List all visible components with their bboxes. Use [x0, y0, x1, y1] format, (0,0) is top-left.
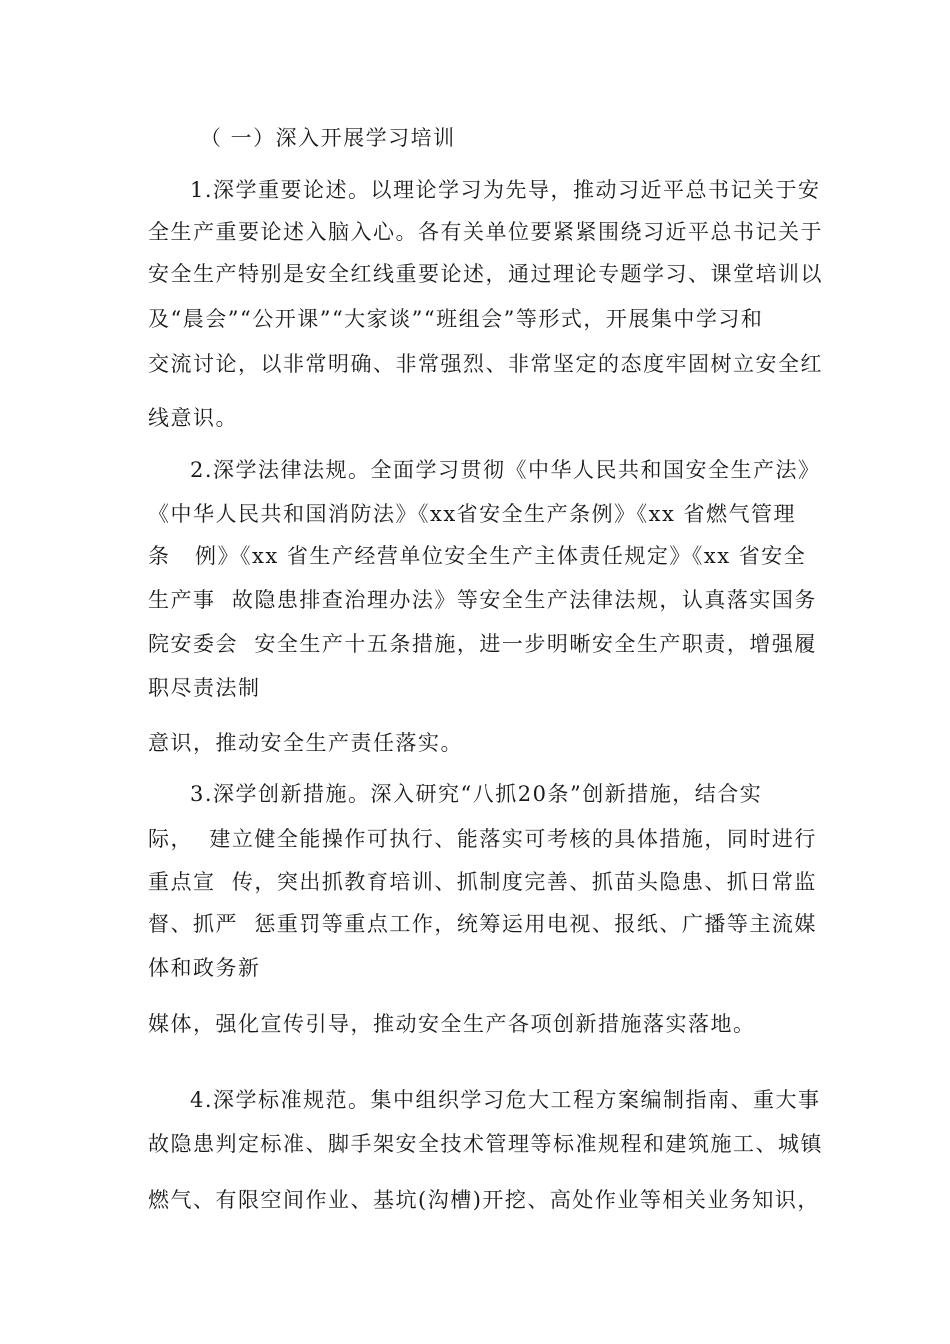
paragraph-4-line-2: 故隐患判定标准、脚手架安全技术管理等标准规程和建筑施工、城镇	[148, 1132, 823, 1156]
paragraph-4-line-3: 燃气、有限空间作业、基坑(沟槽)开挖、高处作业等相关业务知识，	[148, 1188, 820, 1212]
paragraph-1-line-5: 交流讨论，以非常明确、非常强烈、非常坚定的态度牢固树立安全红	[148, 352, 823, 376]
paragraph-1-line-2: 全生产重要论述入脑入心。各有关单位要紧紧围绕习近平总书记关于	[148, 220, 823, 244]
paragraph-3-line-2: 际， 建立健全能操作可执行、能落实可考核的具体措施，同时进行	[148, 827, 817, 851]
paragraph-2-line-7: 意识，推动安全生产责任落实。	[148, 731, 463, 755]
paragraph-3-line-5: 体和政务新	[148, 956, 261, 980]
paragraph-4-line-1: 4.深学标准规范。集中组织学习危大工程方案编制指南、重大事	[190, 1088, 821, 1112]
paragraph-2-line-1: 2.深学法律法规。全面学习贯彻《中华人民共和国安全生产法》	[190, 458, 821, 482]
paragraph-1-line-1: 1.深学重要论述。以理论学习为先导，推动习近平总书记关于安	[190, 178, 821, 202]
paragraph-1-line-3: 安全生产特别是安全红线重要论述，通过理论专题学习、课堂培训以	[148, 262, 823, 286]
paragraph-3-line-4: 督、抓严 惩重罚等重点工作，统筹运用电视、报纸、广播等主流媒	[148, 912, 817, 936]
section-heading: （ 一）深入开展学习培训	[200, 126, 456, 150]
paragraph-2-line-2: 《中华人民共和国消防法》《xx省安全生产条例》《xx 省燃气管理	[148, 502, 797, 526]
paragraph-3-line-1: 3.深学创新措施。深入研究“八抓20条”创新措施，结合实	[190, 782, 763, 806]
paragraph-2-line-5: 院安委会 安全生产十五条措施，进一步明晰安全生产职责，增强履	[148, 632, 817, 656]
paragraph-3-line-3: 重点宣 传，突出抓教育培训、抓制度完善、抓苗头隐患、抓日常监	[148, 870, 817, 894]
paragraph-1-line-6: 线意识。	[148, 406, 238, 430]
paragraph-2-line-6: 职尽责法制	[148, 676, 261, 700]
paragraph-1-line-4: 及“晨会”“公开课”“大家谈”“班组会”等形式，开展集中学习和	[148, 307, 764, 331]
paragraph-2-line-3: 条 例》《xx 省生产经营单位安全生产主体责任规定》《xx 省安全	[148, 544, 807, 568]
paragraph-2-line-4: 生产事 故隐患排查治理办法》等安全生产法律法规，认真落实国务	[148, 588, 817, 612]
paragraph-3-line-6: 媒体，强化宣传引导，推动安全生产各项创新措施落实落地。	[148, 1012, 756, 1036]
